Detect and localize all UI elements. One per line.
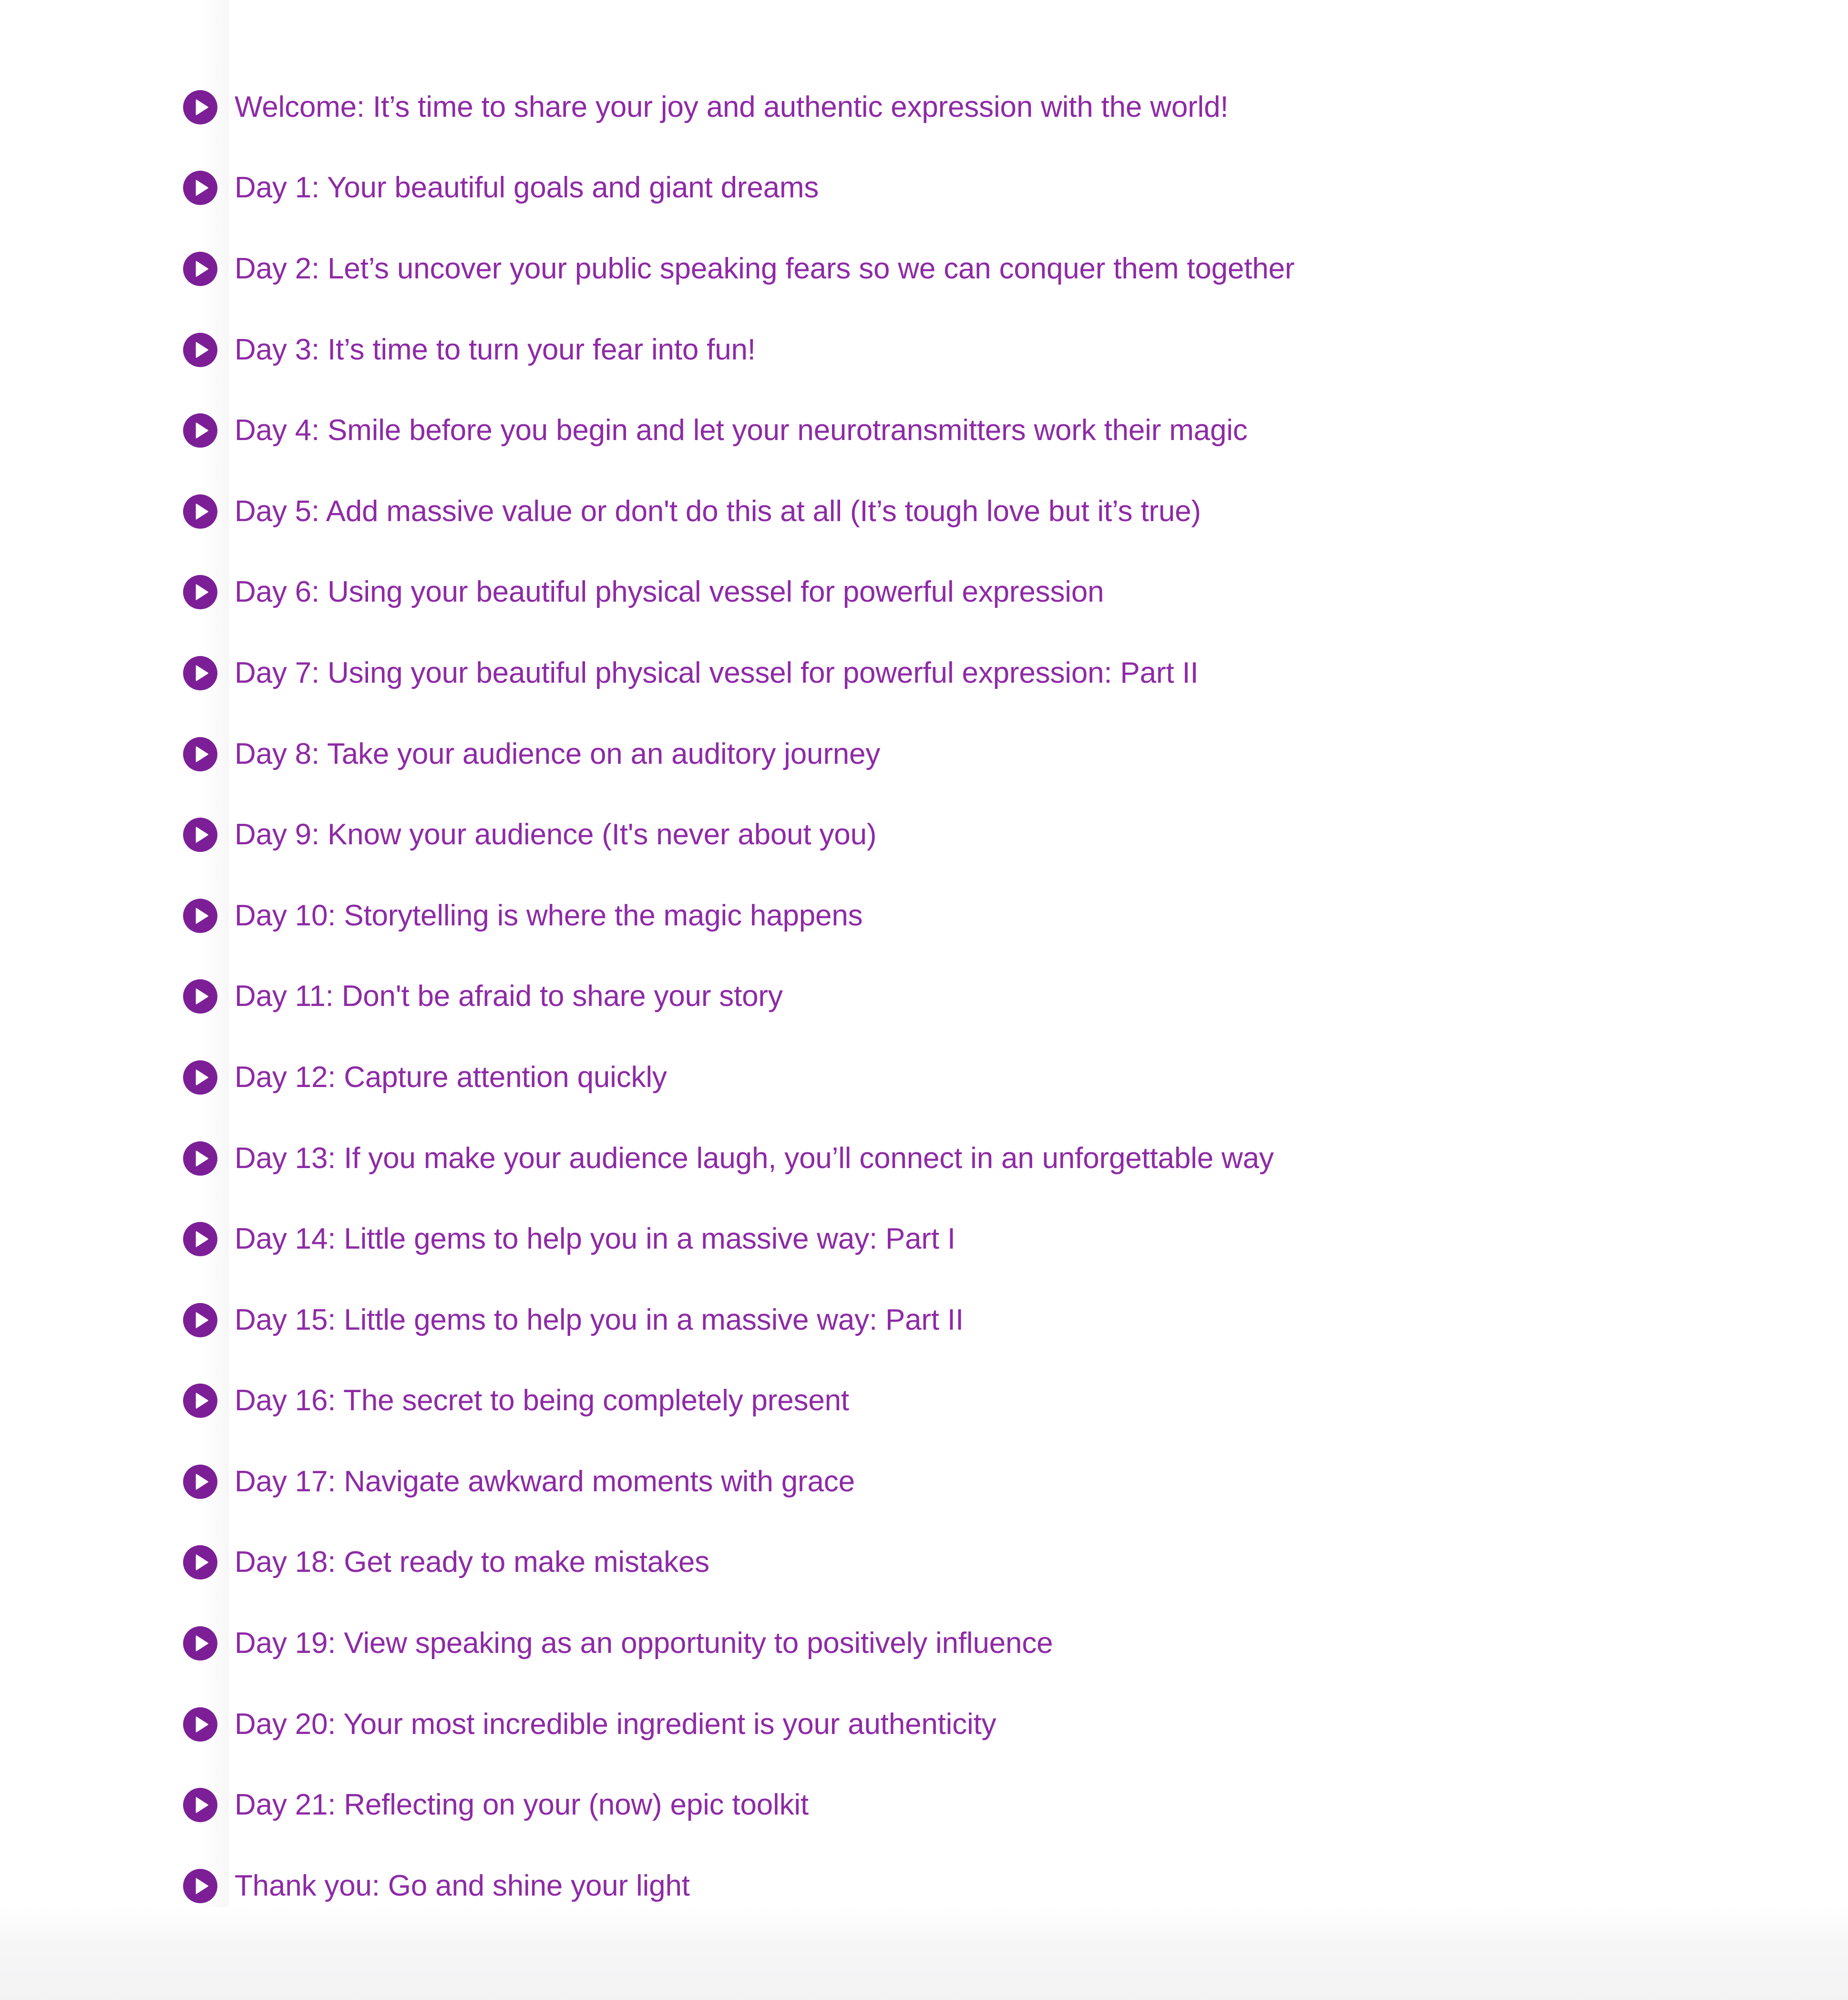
lesson-item[interactable] [183,228,1294,309]
lesson-item[interactable] [183,309,1294,390]
lesson-item[interactable] [183,1118,1294,1199]
lesson-title[interactable]: Day 20: Your most incredible ingredient is your authenticity [235,1707,996,1741]
lesson-title[interactable]: Day 13: If you make your audience laugh, you’ll connect in an unforgettable way [235,1141,1274,1175]
play-circle-icon[interactable] [183,737,217,771]
lesson-item[interactable] [183,714,1294,795]
lesson-item[interactable] [183,390,1294,471]
play-circle-icon[interactable] [183,1303,217,1337]
lesson-title[interactable]: Day 11: Don't be afraid to share your story [235,980,783,1013]
lesson-item[interactable] [183,1280,1294,1361]
play-circle-icon[interactable] [183,1626,217,1661]
play-circle-icon[interactable] [183,899,217,933]
lesson-item[interactable] [183,1522,1294,1603]
lesson-item[interactable] [183,794,1294,875]
lesson-item[interactable] [183,1441,1294,1522]
play-circle-icon[interactable] [183,818,217,852]
play-circle-icon[interactable] [183,1060,217,1095]
lesson-item[interactable] [183,1603,1294,1684]
lesson-item[interactable] [183,67,1294,148]
lesson-title[interactable]: Day 9: Know your audience (It's never about you) [235,818,877,851]
play-circle-icon[interactable] [183,1707,217,1742]
lesson-item[interactable] [183,1361,1294,1442]
page-bottom-band [0,1907,1848,2000]
lesson-title[interactable]: Day 3: It’s time to turn your fear into fun! [235,333,756,366]
lesson-title[interactable]: Day 10: Storytelling is where the magic happens [235,899,863,932]
lesson-item[interactable] [183,633,1294,714]
lesson-title[interactable]: Day 12: Capture attention quickly [235,1060,667,1094]
lesson-title[interactable]: Day 21: Reflecting on your (now) epic toolkit [235,1788,809,1822]
play-circle-icon[interactable] [183,1545,217,1579]
lesson-item[interactable] [183,1199,1294,1280]
play-circle-icon[interactable] [183,1384,217,1418]
lesson-item[interactable] [183,148,1294,229]
lesson-item[interactable] [183,956,1294,1037]
play-circle-icon[interactable] [183,656,217,690]
play-circle-icon[interactable] [183,575,217,609]
lesson-title[interactable]: Day 16: The secret to being completely present [235,1384,849,1417]
lesson-item[interactable] [183,1037,1294,1118]
lesson-title[interactable]: Day 17: Navigate awkward moments with grace [235,1465,855,1498]
lesson-title[interactable]: Day 15: Little gems to help you in a massive way: Part II [235,1303,964,1336]
lesson-list [183,67,1294,1927]
play-circle-icon[interactable] [183,413,217,448]
lesson-title[interactable]: Welcome: It’s time to share your joy and authentic expression with the world! [235,90,1229,123]
play-circle-icon[interactable] [183,333,217,367]
lesson-item[interactable] [183,552,1294,633]
play-circle-icon[interactable] [183,90,217,124]
lesson-title[interactable]: Day 1: Your beautiful goals and giant dreams [235,171,819,205]
lesson-title[interactable]: Thank you: Go and shine your light [235,1869,690,1902]
play-circle-icon[interactable] [183,1222,217,1256]
lesson-item[interactable] [183,1684,1294,1765]
lesson-title[interactable]: Day 4: Smile before you begin and let your neurotransmitters work their magic [235,414,1248,447]
play-circle-icon[interactable] [183,1788,217,1822]
play-circle-icon[interactable] [183,979,217,1014]
lesson-item[interactable] [183,875,1294,956]
play-circle-icon[interactable] [183,1141,217,1176]
play-circle-icon[interactable] [183,1869,217,1903]
lesson-title[interactable]: Day 2: Let’s uncover your public speaking fears so we can conquer them together [235,252,1295,285]
lesson-item[interactable] [183,1764,1294,1846]
lesson-title[interactable]: Day 6: Using your beautiful physical vessel for powerful expression [235,575,1104,609]
lesson-title[interactable]: Day 14: Little gems to help you in a massive way: Part I [235,1222,955,1256]
lesson-title[interactable]: Day 8: Take your audience on an auditory journey [235,737,881,770]
lesson-title[interactable]: Day 19: View speaking as an opportunity to positively influence [235,1627,1053,1660]
play-circle-icon[interactable] [183,252,217,286]
play-circle-icon[interactable] [183,171,217,205]
lesson-title[interactable]: Day 7: Using your beautiful physical vessel for powerful expression: Part II [235,656,1199,689]
lesson-title[interactable]: Day 5: Add massive value or don't do this at all (It’s tough love but it’s true) [235,494,1201,528]
lesson-title[interactable]: Day 18: Get ready to make mistakes [235,1546,709,1579]
lesson-item[interactable] [183,471,1294,552]
play-circle-icon[interactable] [183,494,217,529]
play-circle-icon[interactable] [183,1465,217,1499]
